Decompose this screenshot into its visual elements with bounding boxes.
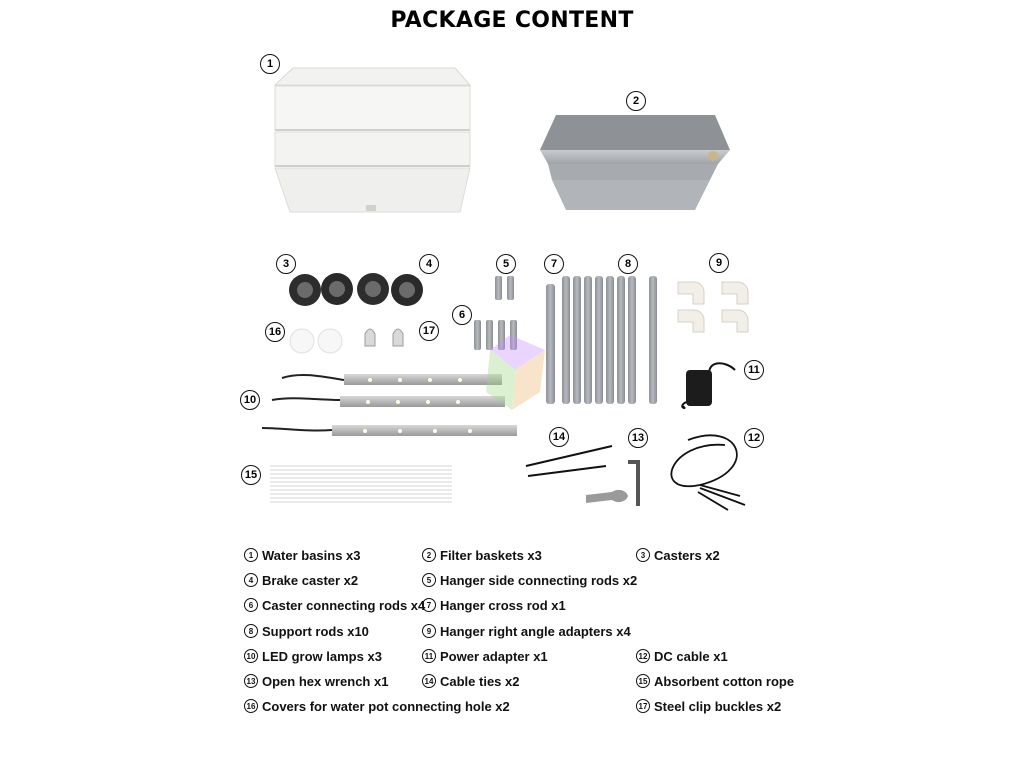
item-label: Hanger cross rod x1 <box>440 597 566 613</box>
item-label: Filter baskets x3 <box>440 547 542 563</box>
package-content-list <box>244 545 844 725</box>
item-label: Steel clip buckles x2 <box>654 698 782 714</box>
marker-14: 14 <box>549 427 569 447</box>
list-item <box>422 621 631 641</box>
item-number: 16 <box>244 699 258 713</box>
marker-9: 9 <box>709 253 729 273</box>
led-grow-lamps-image <box>262 374 517 436</box>
item-label: Hanger right angle adapters x4 <box>440 623 631 639</box>
item-label: Caster connecting rods x4 <box>262 597 426 613</box>
right-angle-adapters-image <box>678 282 748 332</box>
water-basins-image <box>275 68 470 212</box>
item-number: 2 <box>422 548 436 562</box>
dc-cable-image <box>671 435 745 510</box>
item-number: 7 <box>422 598 436 612</box>
marker-15: 15 <box>241 465 261 485</box>
list-item <box>422 646 548 666</box>
list-item <box>422 570 637 590</box>
item-number: 9 <box>422 624 436 638</box>
item-number: 1 <box>244 548 258 562</box>
marker-17: 17 <box>419 321 439 341</box>
item-label: Open hex wrench x1 <box>262 673 389 689</box>
list-item <box>244 621 369 641</box>
list-item <box>244 570 358 590</box>
item-label: Casters x2 <box>654 547 720 563</box>
marker-4: 4 <box>419 254 439 274</box>
item-label: DC cable x1 <box>654 648 728 664</box>
item-label: Covers for water pot connecting hole x2 <box>262 698 510 714</box>
casters-image <box>289 273 423 306</box>
item-number: 3 <box>636 548 650 562</box>
marker-8: 8 <box>618 254 638 274</box>
cable-ties-image <box>526 446 612 476</box>
list-item <box>422 545 542 565</box>
item-number: 13 <box>244 674 258 688</box>
item-label: LED grow lamps x3 <box>262 648 382 664</box>
hanger-side-rods-image <box>495 276 514 300</box>
pot-hole-covers-image <box>290 329 342 353</box>
item-number: 8 <box>244 624 258 638</box>
item-label: Cable ties x2 <box>440 673 520 689</box>
marker-11: 11 <box>744 360 764 380</box>
clip-buckles-image <box>365 329 403 346</box>
item-label: Absorbent cotton rope <box>654 673 795 689</box>
list-item <box>244 595 425 615</box>
marker-5: 5 <box>496 254 516 274</box>
item-number: 6 <box>244 598 258 612</box>
item-number: 11 <box>422 649 436 663</box>
item-label: Hanger side connecting rods x2 <box>440 572 638 588</box>
item-label: Power adapter x1 <box>440 648 548 664</box>
item-number: 17 <box>636 699 650 713</box>
list-item <box>422 671 520 691</box>
marker-10: 10 <box>240 390 260 410</box>
list-item <box>244 646 382 666</box>
marker-3: 3 <box>276 254 296 274</box>
marker-2: 2 <box>626 91 646 111</box>
item-number: 12 <box>636 649 650 663</box>
marker-6: 6 <box>452 305 472 325</box>
list-item <box>636 696 781 716</box>
item-number: 15 <box>636 674 650 688</box>
marker-1: 1 <box>260 54 280 74</box>
support-rods-image <box>546 276 657 404</box>
filter-baskets-image <box>540 115 730 210</box>
power-adapter-image <box>682 363 735 408</box>
item-number: 5 <box>422 573 436 587</box>
item-number: 10 <box>244 649 258 663</box>
list-item <box>422 595 566 615</box>
marker-13: 13 <box>628 428 648 448</box>
item-number: 4 <box>244 573 258 587</box>
cotton-rope-image <box>270 466 452 502</box>
list-item <box>244 671 388 691</box>
item-number: 14 <box>422 674 436 688</box>
marker-12: 12 <box>744 428 764 448</box>
item-label: Brake caster x2 <box>262 572 359 588</box>
list-item <box>244 696 510 716</box>
page-title: PACKAGE CONTENT <box>390 8 634 33</box>
list-item <box>636 545 720 565</box>
list-item <box>636 671 794 691</box>
marker-7: 7 <box>544 254 564 274</box>
marker-16: 16 <box>265 322 285 342</box>
item-label: Water basins x3 <box>262 547 361 563</box>
list-item <box>244 545 361 565</box>
list-item <box>636 646 728 666</box>
item-label: Support rods x10 <box>262 623 369 639</box>
